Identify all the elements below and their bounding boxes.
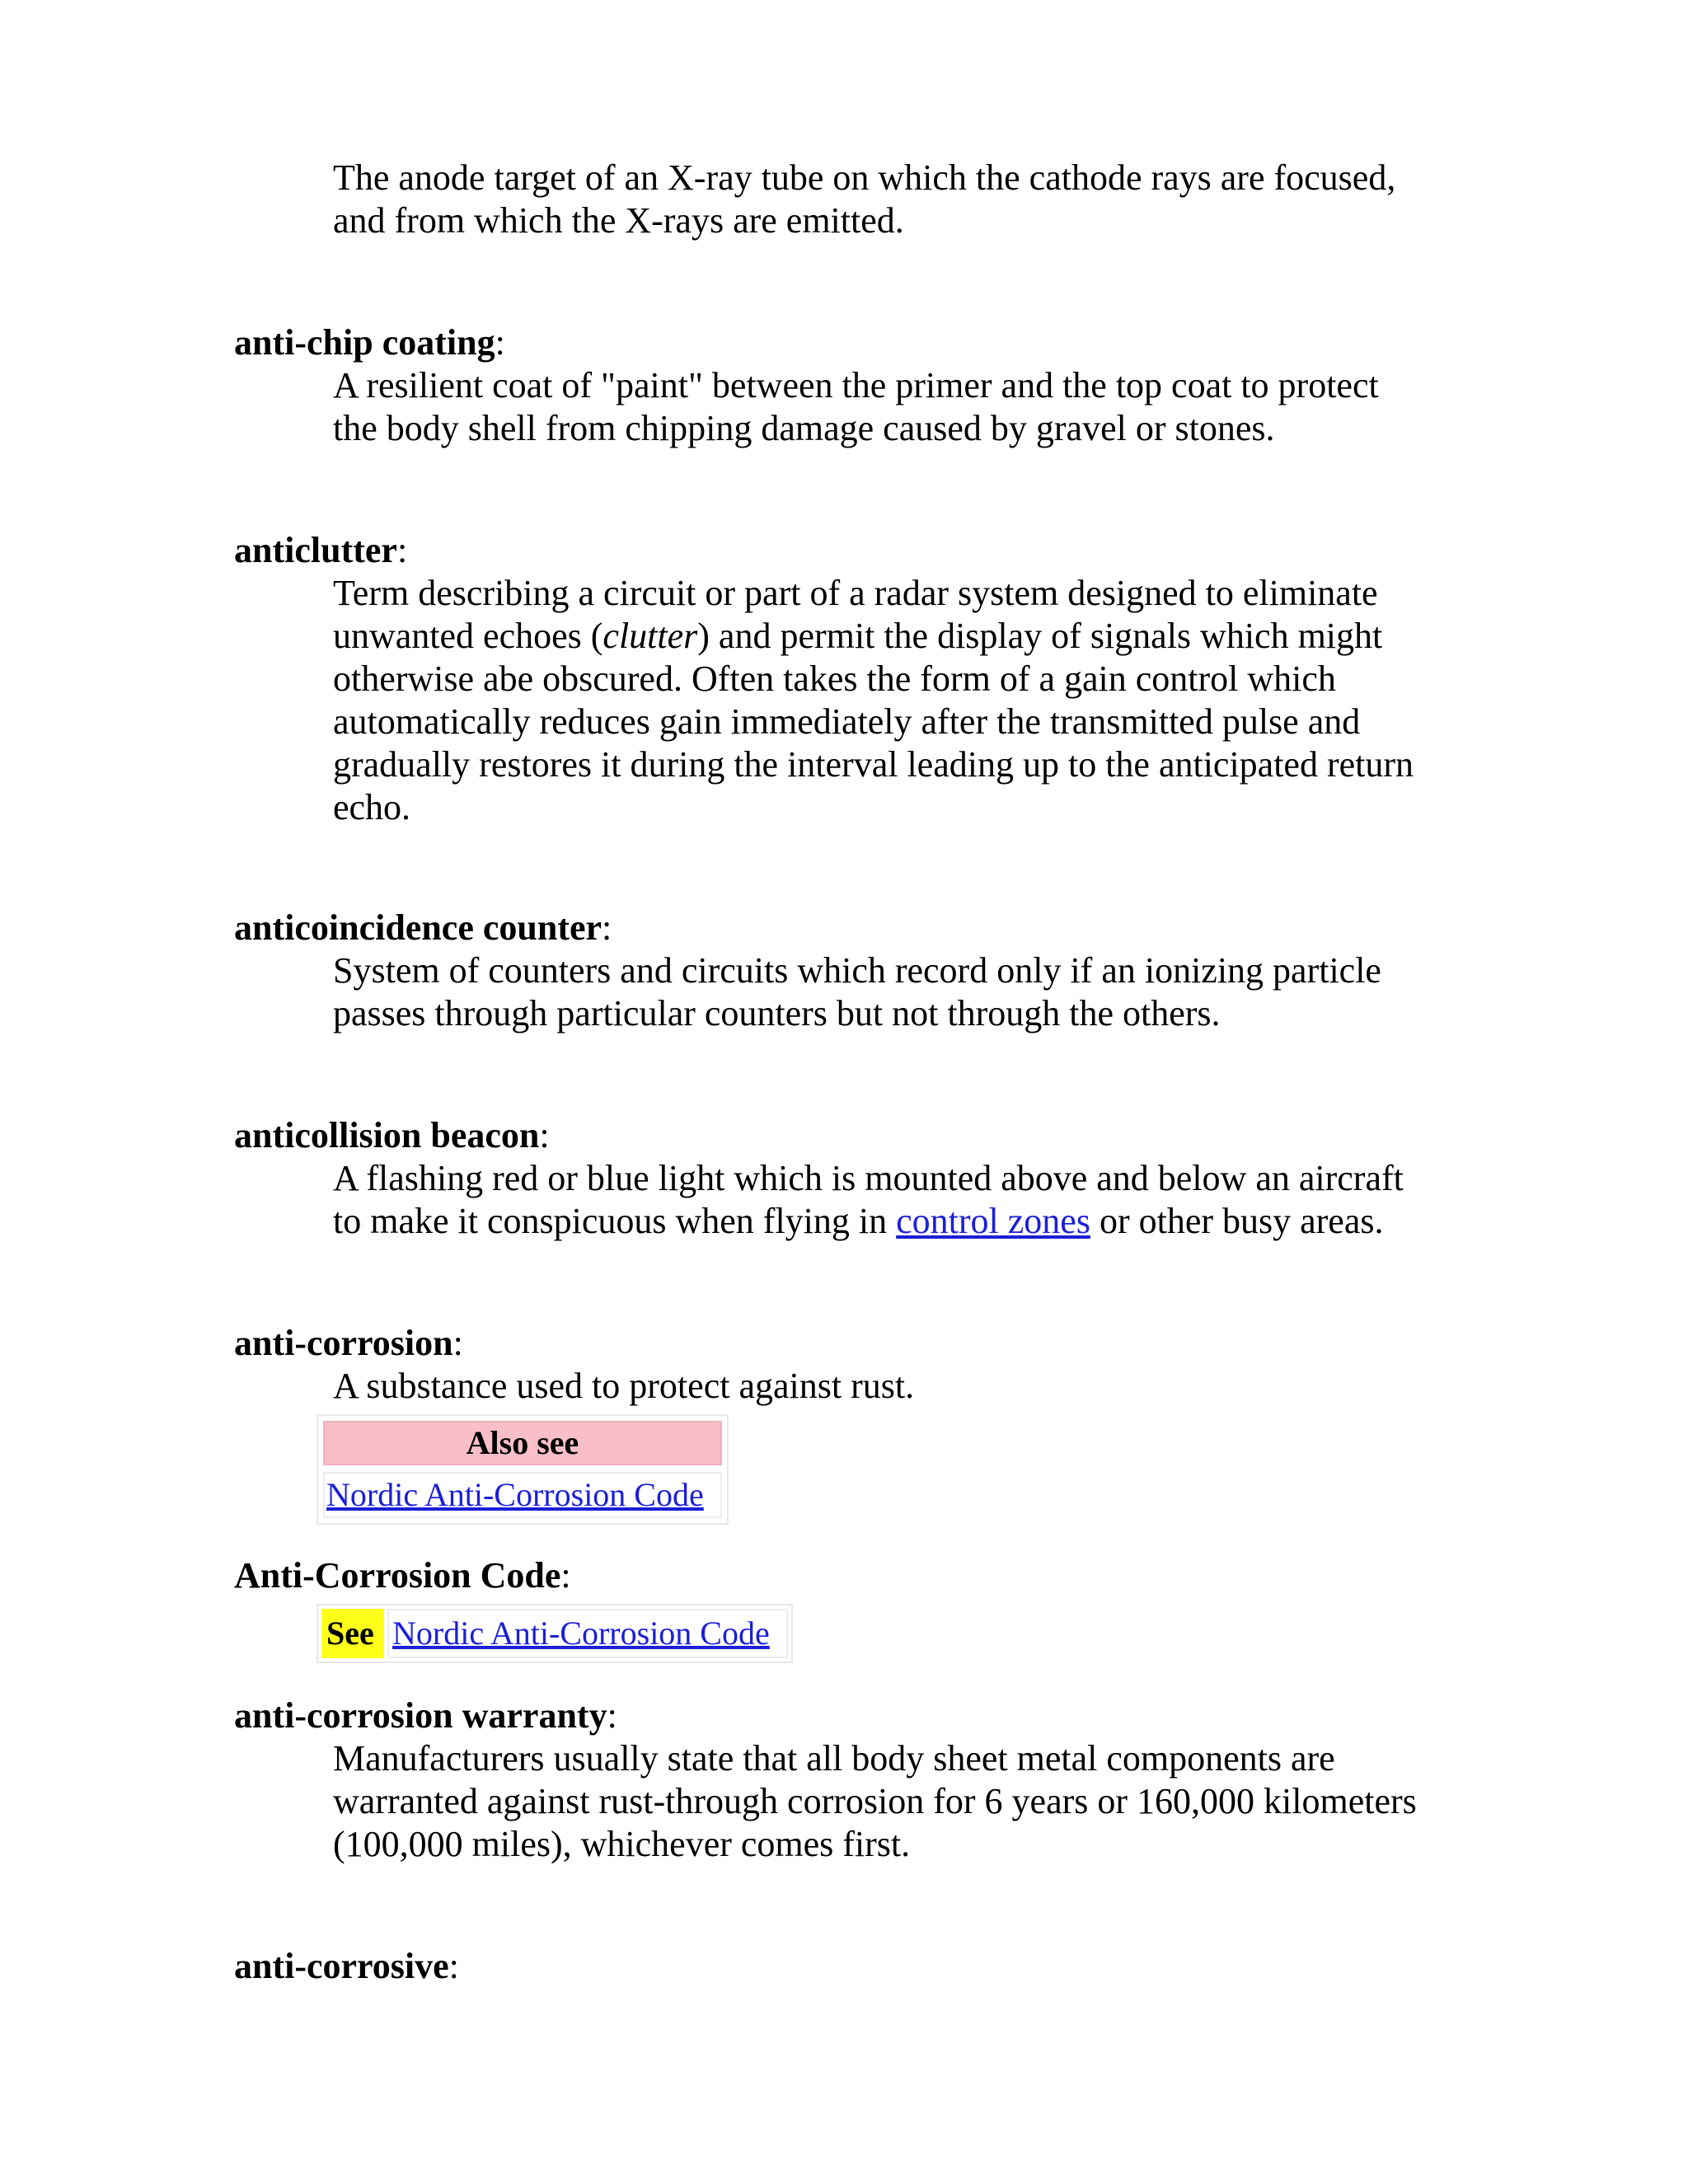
- term-heading: anti-corrosion:: [234, 1323, 463, 1363]
- definition: Term describing a circuit or part of a radar system designed to eliminate unwanted echoes (clutter) and permit the display of signals which might otherwise abe obscured. Often takes the form of a gain control which automatically reduces gain immediately after the transmitted pulse and gradually restores it during the interval leading up to the anticipated return echo.: [333, 573, 1414, 827]
- also-see-table: [316, 1414, 729, 1525]
- term-name: anti-corrosion: [234, 1323, 453, 1363]
- see-label: See: [321, 1609, 384, 1658]
- term-heading: anti-chip coating:: [234, 322, 505, 363]
- term-name: Anti-Corrosion Code: [234, 1555, 561, 1596]
- term-heading: anticoincidence counter:: [234, 907, 612, 948]
- term-name: anticlutter: [234, 530, 397, 570]
- term-name: anticoincidence counter: [234, 907, 603, 948]
- definition: The anode target of an X-ray tube on which the cathode rays are focused, and from which the X-rays are emitted.: [333, 157, 1396, 241]
- also-see-header: Also see: [323, 1421, 722, 1465]
- see-table: [316, 1604, 793, 1663]
- see-cell: [387, 1609, 788, 1658]
- definition: A flashing red or blue light which is mounted above and below an aircraft to make it conspicuous when flying in control zones or other busy areas.: [333, 1158, 1404, 1241]
- definition: System of counters and circuits which record only if an ionizing particle passes through particular counters but not through the others.: [333, 950, 1381, 1033]
- term-heading: anticlutter:: [234, 530, 408, 570]
- definition: Manufacturers usually state that all body sheet metal components are warranted against rust-through corrosion for 6 years or 160,000 kilometers (100,000 miles), whichever comes first.: [333, 1738, 1417, 1864]
- definition: A substance used to protect against rust.: [333, 1366, 915, 1406]
- nordic-anti-corrosion-code-link[interactable]: Nordic Anti-Corrosion Code: [392, 1615, 770, 1652]
- italic-term: clutter: [603, 616, 698, 656]
- definition: A resilient coat of "paint" between the primer and the top coat to protect the body shell from chipping damage caused by gravel or stones.: [333, 365, 1379, 448]
- control-zones-link[interactable]: control zones: [896, 1201, 1090, 1241]
- term-name: anti-chip coating: [234, 322, 495, 363]
- term-heading: Anti-Corrosion Code:: [234, 1555, 571, 1596]
- nordic-anti-corrosion-code-link[interactable]: Nordic Anti-Corrosion Code: [326, 1476, 704, 1513]
- term-heading: anticollision beacon:: [234, 1115, 550, 1155]
- also-see-cell: [323, 1472, 722, 1518]
- term-name: anti-corrosion warranty: [234, 1695, 607, 1736]
- term-name: anti-corrosive: [234, 1946, 449, 1986]
- term-heading: anti-corrosion warranty:: [234, 1695, 617, 1736]
- term-name: anticollision beacon: [234, 1115, 540, 1155]
- term-heading: anti-corrosive:: [234, 1946, 459, 1986]
